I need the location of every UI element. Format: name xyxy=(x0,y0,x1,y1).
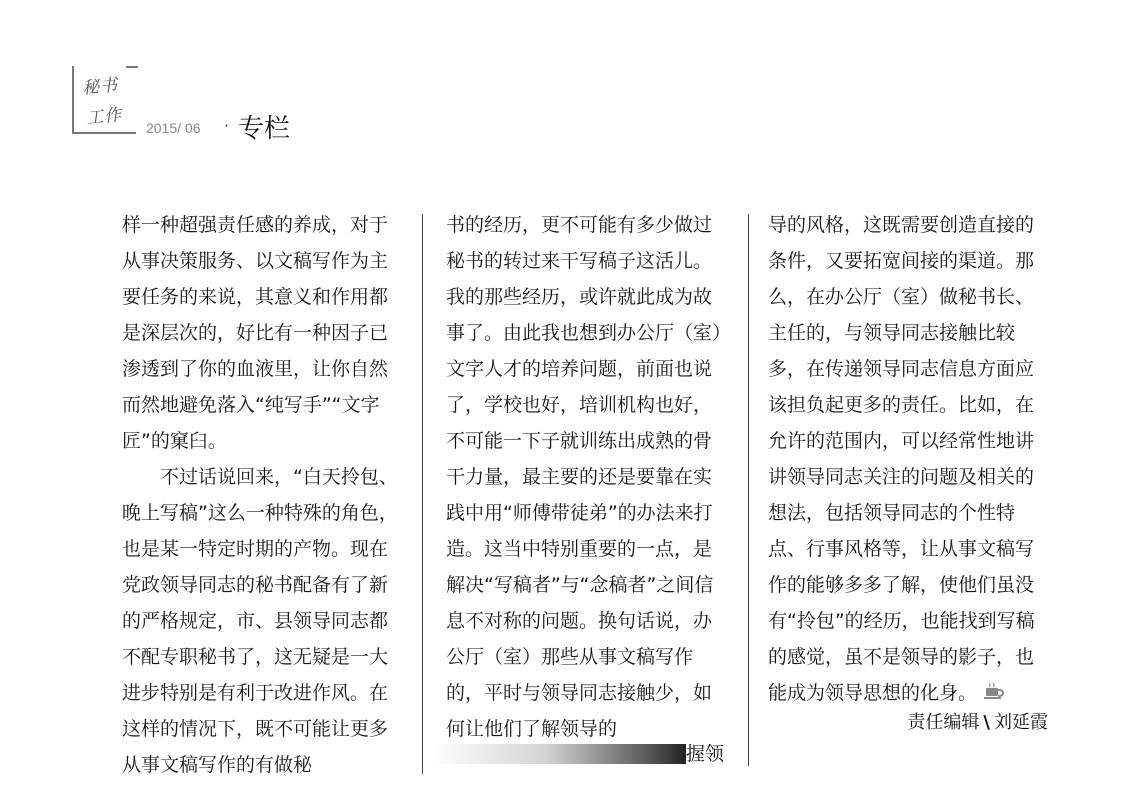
editor-label: 责任编辑 xyxy=(907,712,980,733)
column-paragraph: 书的经历，更不可能有多少做过秘书的转过来干写稿子这活儿。我的那些经历，或许就此成为故事了。由此我也想到办公厅（室）文字人才的培养问题，前面也说了，学校也好，培训机构也好，不可能一下子就训练出成熟的骨干力量，最主要的还是要靠在实践中用“师傅带徒弟”的办法来打造。这当中特别重要的一点，是解决“写稿者”与“念稿者”之间信息不对称的问题。换句话说，办公厅（室）那些从事文稿写作的，平时与领导同志接触少，如何让他们了解领导的 xyxy=(446,214,722,740)
header-bullet: · xyxy=(224,116,230,135)
editor-credit xyxy=(907,708,1048,734)
article-column-2 xyxy=(446,207,726,747)
magazine-seal-logo xyxy=(72,66,136,134)
paragraph-text: 导的风格，这既需要创造直接的条件，又要拓宽间接的渠道。那么，在办公厅（室）做秘书长、主任的，与领导同志接触比较多，在传递领导同志信息方面应该担负起更多的责任。比如，在允许的范围内，可以经常性地讲讲领导同志关注的问题及相关的想法，包括领导同志的个性特点、行事风格等，让从事文稿写作的能够多多了解，使他们虽没有“拎包”的经历，也能找到写稿的感觉，虽不是领导的影子，也能成为领导思想的化身。 xyxy=(768,214,1035,704)
page-header xyxy=(72,66,392,144)
column-paragraph: 样一种超强责任感的养成，对于从事决策服务、以文稿写作为主要任务的来说，其意义和作用都是深层次的，好比有一种因子已渗透到了你的血液里，让你自然而然地避免落入“纯写手”“文字匠”的窠臼。 xyxy=(122,214,389,452)
faded-text-tail: 握领 xyxy=(686,743,725,765)
seal-corner xyxy=(126,66,138,68)
column-divider xyxy=(748,214,749,766)
faded-text-gradient xyxy=(430,744,686,764)
issue-number: 2015/ 06 xyxy=(146,120,201,136)
seal-text-line1: 秘书 xyxy=(81,75,120,99)
editor-name: 刘延霞 xyxy=(994,712,1048,733)
article-column-1 xyxy=(122,207,402,783)
coffee-cup-icon xyxy=(983,676,1005,712)
article-column-3 xyxy=(768,207,1048,712)
seal-text-line2: 工作 xyxy=(85,105,124,129)
column-paragraph: 不过话说回来，“白天拎包、晚上写稿”这么一种特殊的角色，也是某一特定时期的产物。现在党政领导同志的秘书配备有了新的严格规定，市、县领导同志都不配专职秘书了，这无疑是一大进步特别是有利于改进作风。在这样的情况下，既不可能让更多从事文稿写作的有做秘 xyxy=(122,466,398,776)
column-paragraph xyxy=(768,207,1048,712)
section-title: 专栏 xyxy=(238,114,291,144)
editor-separator: \ xyxy=(983,712,990,733)
column-divider xyxy=(422,214,423,774)
